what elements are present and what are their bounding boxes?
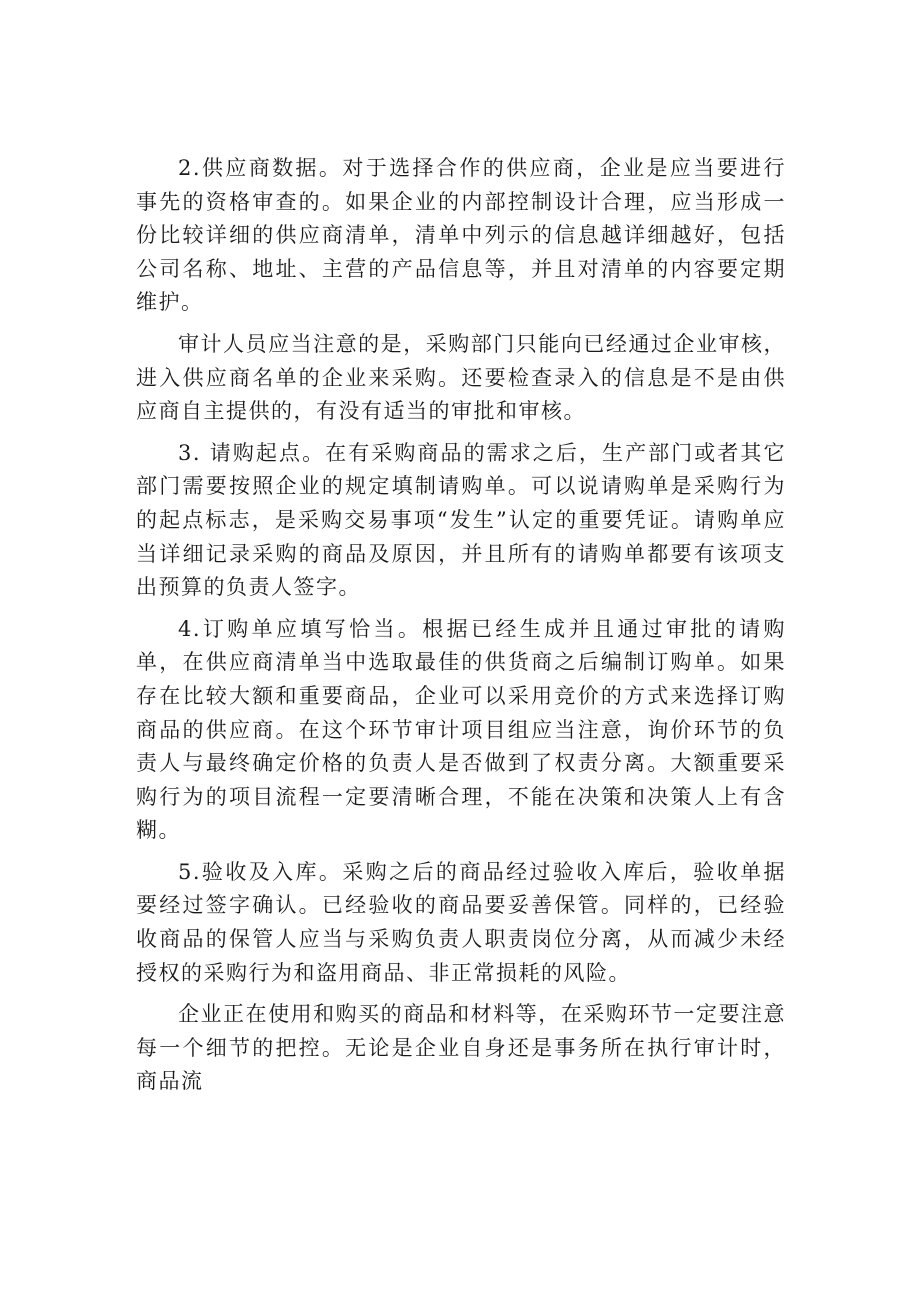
paragraph-purchase-order: 4.订购单应填写恰当。根据已经生成并且通过审批的请购单，在供应商清单当中选取最佳的供货商之后编制订购单。如果存在比较大额和重要商品，企业可以采用竞价的方式来选择订购商品的供应商。在这个环节审计项目组应当注意，询价环节的负责人与最终确定价格的负责人是否做到了权责分离。大额重要采购行为的项目流程一定要清晰合理，不能在决策和决策人上有含糊。 xyxy=(136,616,786,843)
paragraph-procurement-control: 企业正在使用和购买的商品和材料等，在采购环节一定要注意每一个细节的把控。无论是企业自身还是事务所在执行审计时，商品流 xyxy=(136,1002,786,1094)
paragraph-supplier-data: 2.供应商数据。对于选择合作的供应商，企业是应当要进行事先的资格审查的。如果企业的内部控制设计合理，应当形成一份比较详细的供应商清单，清单中列示的信息越详细越好，包括公司名称、地址、主营的产品信息等，并且对清单的内容要定期维护。 xyxy=(136,156,786,315)
paragraph-requisition-start: 3. 请购起点。在有采购商品的需求之后，生产部门或者其它部门需要按照企业的规定填制请购单。可以说请购单是采购行为的起点标志，是采购交易事项“发生”认定的重要凭证。请购单应当详细记录采购的商品及原因，并且所有的请购单都要有该项支出预算的负责人签字。 xyxy=(136,440,786,600)
paragraph-receiving-storage: 5.验收及入库。采购之后的商品经过验收入库后，验收单据要经过签字确认。已经验收的商品要妥善保管。同样的，已经验收商品的保管人应当与采购负责人职责岗位分离，从而减少未经授权的采购行为和盗用商品、非正常损耗的风险。 xyxy=(136,859,786,985)
paragraph-auditor-notes: 审计人员应当注意的是，采购部门只能向已经通过企业审核，进入供应商名单的企业来采购。还要检查录入的信息是不是由供应商自主提供的，有没有适当的审批和审核。 xyxy=(136,331,786,424)
document-page xyxy=(136,152,786,1107)
